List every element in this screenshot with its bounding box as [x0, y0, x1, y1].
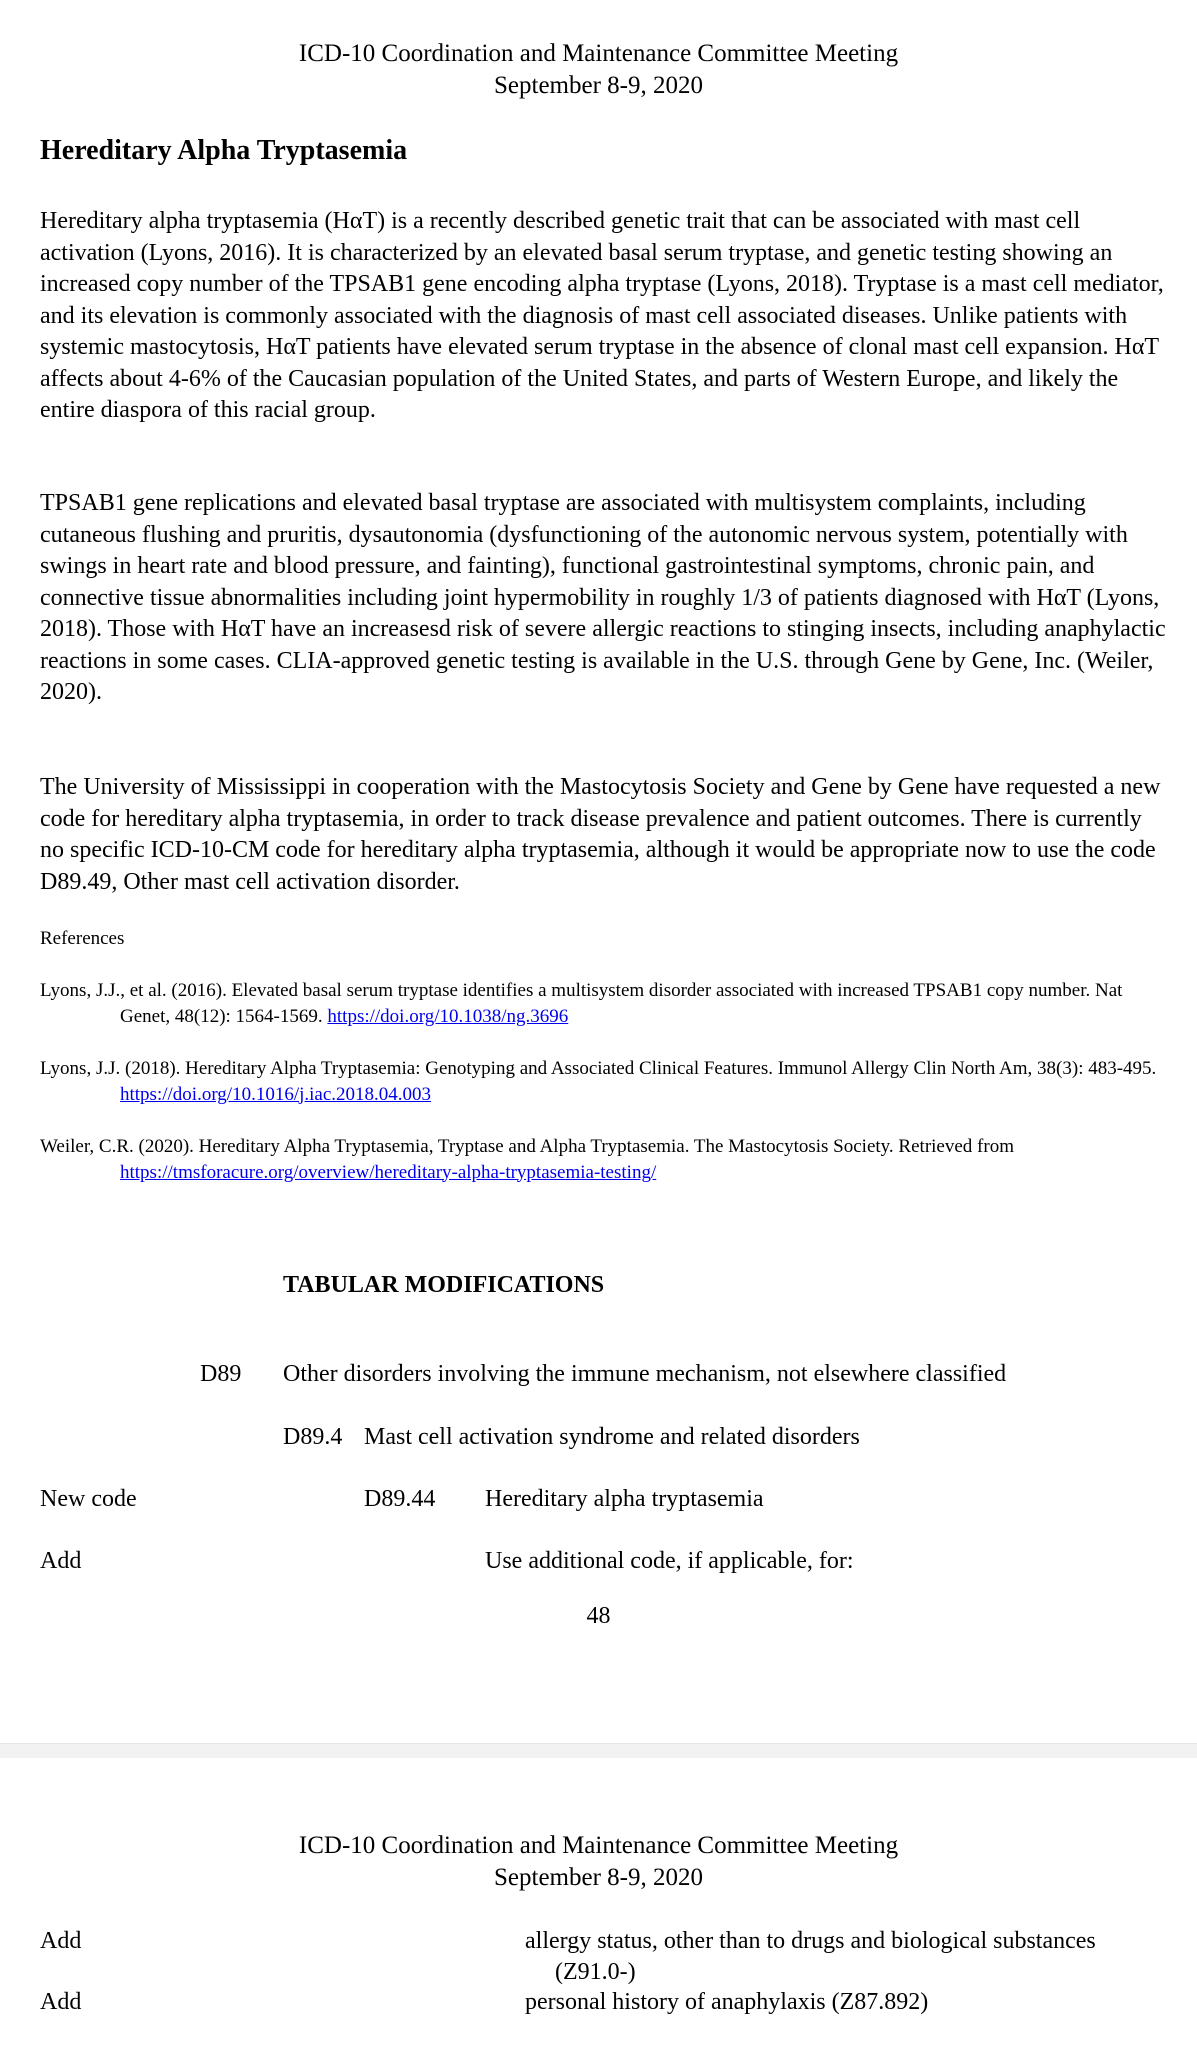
use-additional-code-note: Use additional code, if applicable, for:: [485, 1548, 854, 1574]
reference-item: [40, 978, 1170, 1029]
reference-link[interactable]: https://tmsforacure.org/overview/hereditary-alpha-tryptasemia-testing/: [120, 1161, 657, 1183]
add-allergy-status-item: allergy status, other than to drugs and biological substances (Z91.0-): [525, 1928, 1096, 1985]
code-d89-4: D89.4: [283, 1424, 343, 1450]
tabular-modifications-title: TABULAR MODIFICATIONS: [283, 1272, 605, 1298]
references-label: References: [40, 928, 125, 949]
header-committee-line: ICD-10 Coordination and Maintenance Committee Meeting: [298, 40, 899, 67]
page-header: [0, 1830, 1197, 1894]
document-page-2: [0, 1758, 1197, 2048]
reference-link[interactable]: https://doi.org/10.1038/ng.3696: [327, 1005, 569, 1027]
code-d89-44-description: Hereditary alpha tryptasemia: [485, 1486, 764, 1512]
reference-text: Weiler, C.R. (2020). Hereditary Alpha Tryptasemia, Tryptase and Alpha Tryptasemia. The Mastocytosis Society. Retrieved from: [40, 1136, 1014, 1157]
code-d89-4-description: Mast cell activation syndrome and related disorders: [364, 1424, 860, 1450]
header-date-line: September 8-9, 2020: [494, 72, 703, 99]
reference-item: [40, 1056, 1170, 1107]
page-separator: [0, 1743, 1197, 1759]
reference-item: [40, 1134, 1170, 1185]
reference-link[interactable]: https://doi.org/10.1016/j.iac.2018.04.003: [120, 1083, 432, 1105]
code-d89: D89: [200, 1361, 242, 1387]
reference-text: Lyons, J.J. (2018). Hereditary Alpha Tryptasemia: Genotyping and Associated Clinical Features. Immunol Allergy Clin North Am, 38(3): 483-495.: [40, 1058, 1157, 1079]
action-add: Add: [40, 1548, 82, 1574]
code-d89-description: Other disorders involving the immune mechanism, not elsewhere classified: [283, 1361, 1007, 1387]
paragraph-intro: Hereditary alpha tryptasemia (HαT) is a recently described genetic trait that can be associated with mast cell activation (Lyons, 2016). It is characterized by an elevated basal serum tryptase, and genetic testing showing an increased copy number of the TPSAB1 gene encoding alpha tryptase (Lyons, 2018). Tryptase is a mast cell mediator, and its elevation is commonly associated with the diagnosis of mast cell associated diseases. Unlike patients with systemic mastocytosis, HαT patients have elevated serum tryptase in the absence of clonal mast cell expansion. HαT affects about 4-6% of the Caucasian population of the United States, and parts of Western Europe, and likely the entire diaspora of this racial group.: [40, 208, 1164, 423]
page-number: 48: [586, 1603, 611, 1629]
header-date-line: September 8-9, 2020: [494, 1864, 703, 1891]
code-d89-44: D89.44: [364, 1486, 436, 1512]
action-add: Add: [40, 1928, 82, 1954]
paragraph-request: The University of Mississippi in cooperation with the Mastocytosis Society and Gene by Gene have requested a new code for hereditary alpha tryptasemia, in order to track disease prevalence and patient outcomes. There is currently no specific ICD-10-CM code for hereditary alpha tryptasemia, although it would be appropriate now to use the code D89.49, Other mast cell activation disorder.: [40, 774, 1161, 895]
action-new-code: New code: [40, 1486, 137, 1512]
add-anaphylaxis-history-item: personal history of anaphylaxis (Z87.892): [525, 1989, 929, 2015]
header-committee-line: ICD-10 Coordination and Maintenance Committee Meeting: [298, 1832, 899, 1859]
reference-text: Lyons, J.J., et al. (2016). Elevated basal serum tryptase identifies a multisystem disorder associated with increased TPSAB1 copy number. Nat Genet, 48(12): 1564-1569.: [40, 980, 1123, 1027]
action-add: Add: [40, 1989, 82, 2015]
section-title: Hereditary Alpha Tryptasemia: [40, 135, 408, 166]
page-header: [0, 38, 1197, 102]
paragraph-symptoms: TPSAB1 gene replications and elevated basal tryptase are associated with multisystem complaints, including cutaneous flushing and pruritis, dysautonomia (dysfunctioning of the autonomic nervous system, potentially with swings in heart rate and blood pressure, and fainting), functional gastrointestinal symptoms, chronic pain, and connective tissue abnormalities including joint hypermobility in roughly 1/3 of patients diagnosed with HαT (Lyons, 2018). Those with HαT have an increasesd risk of severe allergic reactions to stinging insects, including anaphylactic reactions in some cases. CLIA-approved genetic testing is available in the U.S. through Gene by Gene, Inc. (Weiler, 2020).: [40, 490, 1166, 705]
